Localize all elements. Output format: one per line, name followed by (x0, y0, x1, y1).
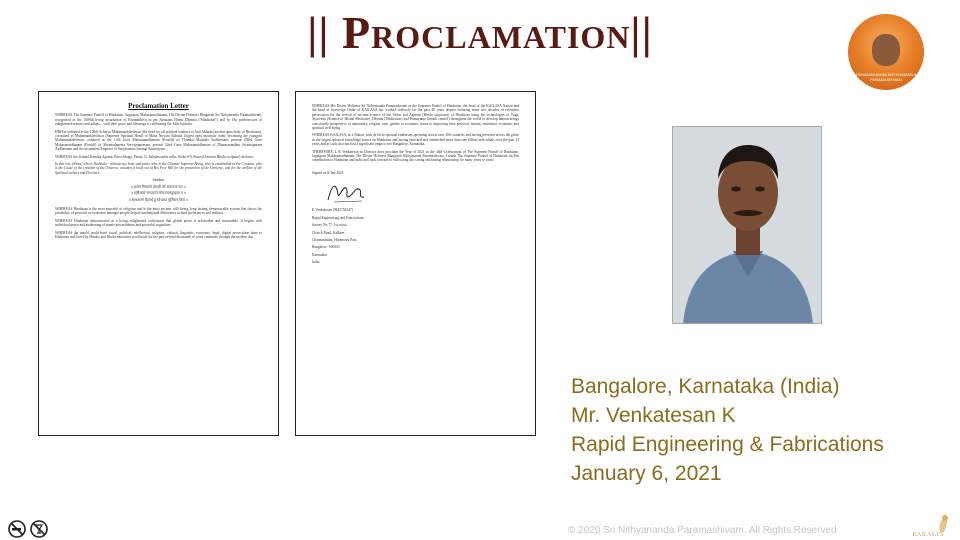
sanskrit-label: Sanskrit (152, 178, 165, 183)
footer-icons (8, 520, 48, 538)
no-alcohol-icon (30, 520, 48, 538)
letter-paragraph: WHEREAS His Divine Holiness Sri Nithyananda Paramashivam as the Supreme Pontiff of Hinduism, the head of the KAILASA Nation and the head of Sovereign Order of KAILASA has worked tirelessly for the past 40 years despite enduring more two decades of relentless persecution for the revival of ancient science of the Vedas and Agamas (Hindu scriptures) of Hinduism using the technologies of Yoga, Ayurveda (Science of Herbal Medicine), Dhyana (Meditation) and Pranayama (breath control) throughout the world to develop human beings consciously irrespective of nationality, religion, race, gender or economic status to improving their physical, mental, emotional, economic and spiritual well-being. (312, 104, 519, 131)
letter-heading: Proclamation Letter (128, 102, 189, 110)
signature (324, 178, 368, 206)
address-line: K Venkatesan (9845754247) (312, 208, 354, 213)
address-line: India. (312, 260, 321, 265)
sanskrit-verse: ॥ साधकानां हितार्थं तु स्वेच्छया मूर्तिमान् शिवः ॥ (128, 197, 189, 202)
letter-paragraph: WHEREAS The Supreme Pontiff of Hinduism, Jagatguru Mahasannidhanam, His Divine Holiness Bhagavan Sri Nithyananda Paramashivam, recognized as the 1008th living incarnation of Paramashiva as per Sanatana Hindu Dharma ("Hinduism") and by His predecessors of enlightened masters and adepts—with their grace and blessings is celebrating the 44th Jayanthi. (55, 113, 262, 127)
kailasa-logo-text: KAILASA'S (912, 532, 944, 538)
avatar-caption-line2: PARAMASHIVAM (870, 77, 902, 82)
avatar-face (872, 34, 900, 66)
portrait-illustration (673, 127, 822, 324)
letter-paragraph: THEREFORE, I, K Venkatesan as Director does proclaim the Year of 2021 as the 44th Celebrations of The Supreme Pontiff of Hinduism, Jagatguru Mahasannidhanam, His Divine Holiness Bhagavan Nithyananda Paramashivam. I thank The Supreme Pontiff of Hinduism for His contribution to Hinduism and India and look forward to cultivating this strong and lasting relationship for many years to come. (312, 149, 519, 163)
address-line: Karnataka (312, 252, 327, 257)
letter-paragraph: WHEREAS Hinduism demonstrated as a living enlightened civilization that global peace is achievable and sustainable. It begins with individual peace and awakening of innate powerfulness and powerful cognitions. (55, 218, 262, 228)
letter-paragraph: WHEREAS the untold, multi-level social, political, intellectual, religious, cultural, linguistic, economic, legal, digital persecution done to Hinduism and faced by Hindus and Hindu minorities worldwide for the past several thousands of years continues through the modern day. (55, 230, 262, 239)
avatar (848, 14, 924, 90)
letter-page-2 (295, 91, 536, 436)
letter-paragraph: WHEREAS KAILASA, as a Nation, with de facto spiritual embassies operating across over 100 countries and having presence across the globe as the largest spiritual knowledge source on Hinduism and having enriched and entrenched more than one billion individuals over the past 15 years and as such also has had a significant impact over Bangalore, Karnataka. (312, 133, 519, 147)
sanskrit-verse: ॥ सृष्टिकर्ता जगत्कर्ता लोकानामनुग्रहाय च ॥ (131, 191, 186, 196)
company-name: Rapid Engineering & Fabrications (571, 433, 884, 456)
letter-translation: In this way (Shiva) who is Nishkala - without any body and parts, who is the Ultimate Supreme Being, who is established in the Creation, who is the Cause of the creation of the Universe, assumes a body out of His Free Will for the protection of the Universe, and for the welfare of the Spiritual seekers and Devotees. (55, 162, 262, 175)
address-line: Bangalore -560043 (312, 245, 340, 250)
avatar-caption-line1: PARAMAHAMSA NITHYANANDA (855, 72, 917, 77)
kailasa-logo (900, 512, 956, 540)
letter-paragraph: WHEREAS Hinduism is the most peaceful of religions and is the most ancient, still-living, long lasting, demonstrable system that shows the possibility of peaceful co-existence amongst people despite fundamental differences in their preferences and realities. (55, 206, 262, 216)
copyright-footer: © 2020 Sri Nithyananda Paramashivam. All Rights Reserved (568, 525, 837, 536)
portrait-photo (672, 126, 822, 324)
person-name: Mr. Venkatesan K (571, 404, 736, 427)
no-smoking-icon (8, 520, 26, 538)
location-text: Bangalore, Karnataka (India) (571, 375, 840, 398)
kailasa-logo-mark (900, 512, 956, 534)
slide-title: || Proclamation|| (307, 7, 653, 58)
proclamation-details (571, 372, 884, 488)
address-line: Survey No 77, 1st cross, (312, 223, 348, 228)
address-line: Channasandra, Horamavu Post, (312, 237, 358, 242)
letter-page-1 (38, 91, 279, 436)
proclamation-date: January 6, 2021 (571, 462, 722, 485)
letter-paragraph: WHEREAS the Srimad Kamika Agama, Purva bhaga, Patala 11, Sakalasrushti vidhi, Sloka 8-9 (Sacred Ancient Hindu scripture) declares: (55, 154, 254, 159)
address-line: Rapid Engineering and Fabrications (312, 215, 364, 220)
signed-date: Signed on 6-Jan-2021 (312, 170, 344, 175)
sanskrit-verse: ॥ इत्येवं निष्कलो योऽसौ परः सकलतां गतः ॥ (130, 184, 187, 189)
letter-paragraph: HDH is ordained as the 108th Acharya Mahamandaleshwar (the head for all spiritual leaders) of Atal Akhada (ancient apex body of Hinduism), coronated as Mahamandaleshwar (Supreme Spiritual Head) of Maha Nirvani Akhada, largest apex monastic order, becoming the youngest Mahamandaleshwar, ordained as the 13th Guru Mahasannidhanam (Pontiff) of Thondai Mandala Aadheenam, present 293rd Guru Mahasannidhanam (Pontiff) of Shyamalapeeta Sarvajnapeetam, present 22nd Guru Mahasannidhanam of Dharmasambhu Swarnapuram Aadheenam and the incumbent Emperor of Suryavamsa Surangi Samrajyam. (55, 129, 262, 152)
address-line: Church Road, Kalkere (312, 230, 345, 235)
avatar-caption (848, 72, 924, 82)
